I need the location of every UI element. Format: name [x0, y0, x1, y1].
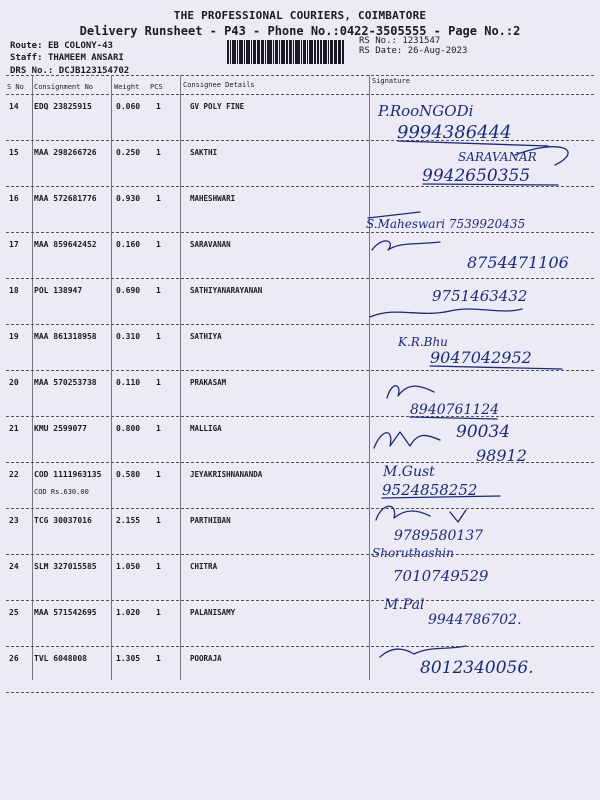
row-pcs: 1: [156, 148, 161, 157]
row-consignee: SARAVANAN: [190, 240, 231, 249]
row-sno: 16: [9, 194, 19, 203]
row-consignee: PRAKASAM: [190, 378, 227, 387]
row-sno: 15: [9, 148, 19, 157]
column-header-consignee: Consignee Details: [183, 81, 255, 89]
row-weight: 0.160: [116, 240, 141, 249]
row-sno: 19: [9, 332, 19, 341]
row-consignment-no: POL 138947: [34, 286, 83, 295]
table-row: [0, 212, 600, 258]
table-row: [0, 166, 600, 212]
column-header-pcs: PCS: [150, 83, 163, 91]
row-pcs: 1: [156, 332, 161, 341]
svg-text:98912: 98912: [476, 446, 527, 465]
svg-text:M.Gust: M.Gust: [383, 464, 435, 480]
row-consignee: SATHIYA: [190, 332, 222, 341]
row-pcs: 1: [156, 240, 161, 249]
row-consignee: PARTHIBAN: [190, 516, 231, 525]
svg-text:9789580137: 9789580137: [394, 528, 484, 544]
drs-value: DCJB123154702: [58, 66, 130, 76]
svg-text:9524858252: 9524858252: [382, 481, 478, 499]
table-row: [0, 580, 600, 626]
row-weight: 0.800: [116, 424, 141, 433]
staff-line: [10, 53, 124, 63]
table-row: [0, 396, 600, 442]
row-weight: 0.580: [116, 470, 141, 479]
column-header-weight: Weight: [114, 83, 140, 91]
row-sno: 14: [9, 102, 19, 111]
row-sno: 26: [9, 654, 19, 663]
row-sno: 21: [9, 424, 19, 433]
row-consignment-no: MAA 859642452: [34, 240, 97, 249]
column-header-signature: Signature: [372, 77, 410, 85]
row-weight: 0.060: [116, 102, 141, 111]
svg-text:S.Maheswari 7539920435: S.Maheswari 7539920435: [366, 217, 526, 231]
row-sno: 25: [9, 608, 19, 617]
row-divider: [6, 692, 594, 693]
svg-text:8012340056.: 8012340056.: [420, 658, 534, 678]
svg-text:90034: 90034: [456, 422, 511, 442]
staff-label: Staff:: [10, 53, 43, 63]
svg-text:9751463432: 9751463432: [432, 287, 528, 305]
row-consignee: MALLIGA: [190, 424, 222, 433]
table-row: [0, 488, 600, 534]
row-weight: 0.930: [116, 194, 141, 203]
company-title: THE PROFESSIONAL COURIERS, COIMBATORE: [173, 9, 427, 22]
row-consignee: CHITRA: [190, 562, 218, 571]
table-row: [0, 74, 600, 120]
row-pcs: 1: [156, 654, 161, 663]
row-weight: 0.690: [116, 286, 141, 295]
row-weight: 2.155: [116, 516, 141, 525]
row-sno: 17: [9, 240, 19, 249]
row-pcs: 1: [156, 378, 161, 387]
table-row: [0, 304, 600, 350]
column-header-consignment: Consignment No: [34, 83, 94, 91]
svg-text:8940761124: 8940761124: [410, 402, 500, 418]
row-weight: 0.110: [116, 378, 141, 387]
table-row: [0, 626, 600, 672]
svg-text:P.RooNGODi: P.RooNGODi: [378, 102, 474, 120]
svg-text:7010749529: 7010749529: [393, 567, 489, 585]
runsheet-title: [0, 24, 600, 38]
row-pcs: 1: [156, 516, 161, 525]
row-consignee: SAKTHI: [190, 148, 218, 157]
row-consignee: JEYAKRISHNANANDA: [190, 470, 263, 479]
row-sno: 20: [9, 378, 19, 387]
row-consignment-no: KMU 2599077: [34, 424, 87, 433]
svg-text:SARAVANAR: SARAVANAR: [458, 150, 537, 164]
row-consignment-no: SLM 327015585: [34, 562, 97, 571]
rs-date: RS Date: 26-Aug-2023: [359, 46, 468, 56]
row-consignment-no: COD 1111963135: [34, 470, 102, 479]
row-sno: 23: [9, 516, 19, 525]
row-pcs: 1: [156, 470, 161, 479]
row-consignment-no: TVL 6048008: [34, 654, 87, 663]
row-consignment-no: MAA 861318958: [34, 332, 97, 341]
column-header-sno: S No: [7, 83, 24, 91]
row-pcs: 1: [156, 424, 161, 433]
row-consignment-no: MAA 572681776: [34, 194, 97, 203]
row-pcs: 1: [156, 194, 161, 203]
row-pcs: 1: [156, 562, 161, 571]
route-line: [10, 41, 113, 51]
row-pcs: 1: [156, 102, 161, 111]
row-consignee: SATHIYANARAYANAN: [190, 286, 263, 295]
row-consignee: MAHESHWARI: [190, 194, 236, 203]
row-weight: 0.310: [116, 332, 141, 341]
row-pcs: 1: [156, 608, 161, 617]
svg-text:8754471106: 8754471106: [467, 253, 569, 272]
svg-text:K.R.Bhu: K.R.Bhu: [398, 335, 448, 349]
runsheet-title-text: Delivery Runsheet - P43 - Phone No.:0422-3505555 - Page No.:2: [79, 24, 521, 38]
row-sno: 22: [9, 470, 19, 479]
row-pcs: 1: [156, 286, 161, 295]
row-weight: 1.020: [116, 608, 141, 617]
row-weight: 0.250: [116, 148, 141, 157]
row-consignee: GV POLY FINE: [190, 102, 245, 111]
row-consignment-no: MAA 298266726: [34, 148, 97, 157]
row-consignee: POORAJA: [190, 654, 222, 663]
row-consignee: PALANISAMY: [190, 608, 236, 617]
row-sno: 18: [9, 286, 19, 295]
route-value: EB COLONY-43: [47, 41, 113, 51]
svg-text:M.Pal: M.Pal: [384, 597, 425, 613]
cod-amount-note: COD Rs.630.00: [34, 488, 89, 496]
table-row: [0, 258, 600, 304]
table-row: [0, 120, 600, 166]
row-consignment-no: TCG 30037016: [34, 516, 92, 525]
row-consignment-no: MAA 571542695: [34, 608, 97, 617]
row-weight: 1.305: [116, 654, 141, 663]
drs-label: DRS No.:: [10, 66, 54, 76]
staff-value: THAMEEM ANSARI: [47, 53, 124, 63]
rs-number: RS No.: 1231547: [359, 36, 441, 46]
svg-text:9047042952: 9047042952: [430, 348, 532, 367]
svg-text:Shoruthashin: Shoruthashin: [372, 546, 454, 560]
barcode: [227, 40, 353, 64]
table-row: [0, 350, 600, 396]
row-sno: 24: [9, 562, 19, 571]
svg-text:9994386444: 9994386444: [397, 122, 512, 143]
row-consignment-no: EDQ 23825915: [34, 102, 92, 111]
row-weight: 1.050: [116, 562, 141, 571]
svg-text:9942650355: 9942650355: [422, 166, 531, 186]
route-label: Route:: [10, 41, 43, 51]
table-row: [0, 534, 600, 580]
svg-text:9944786702.: 9944786702.: [428, 612, 522, 628]
row-consignment-no: MAA 570253738: [34, 378, 97, 387]
